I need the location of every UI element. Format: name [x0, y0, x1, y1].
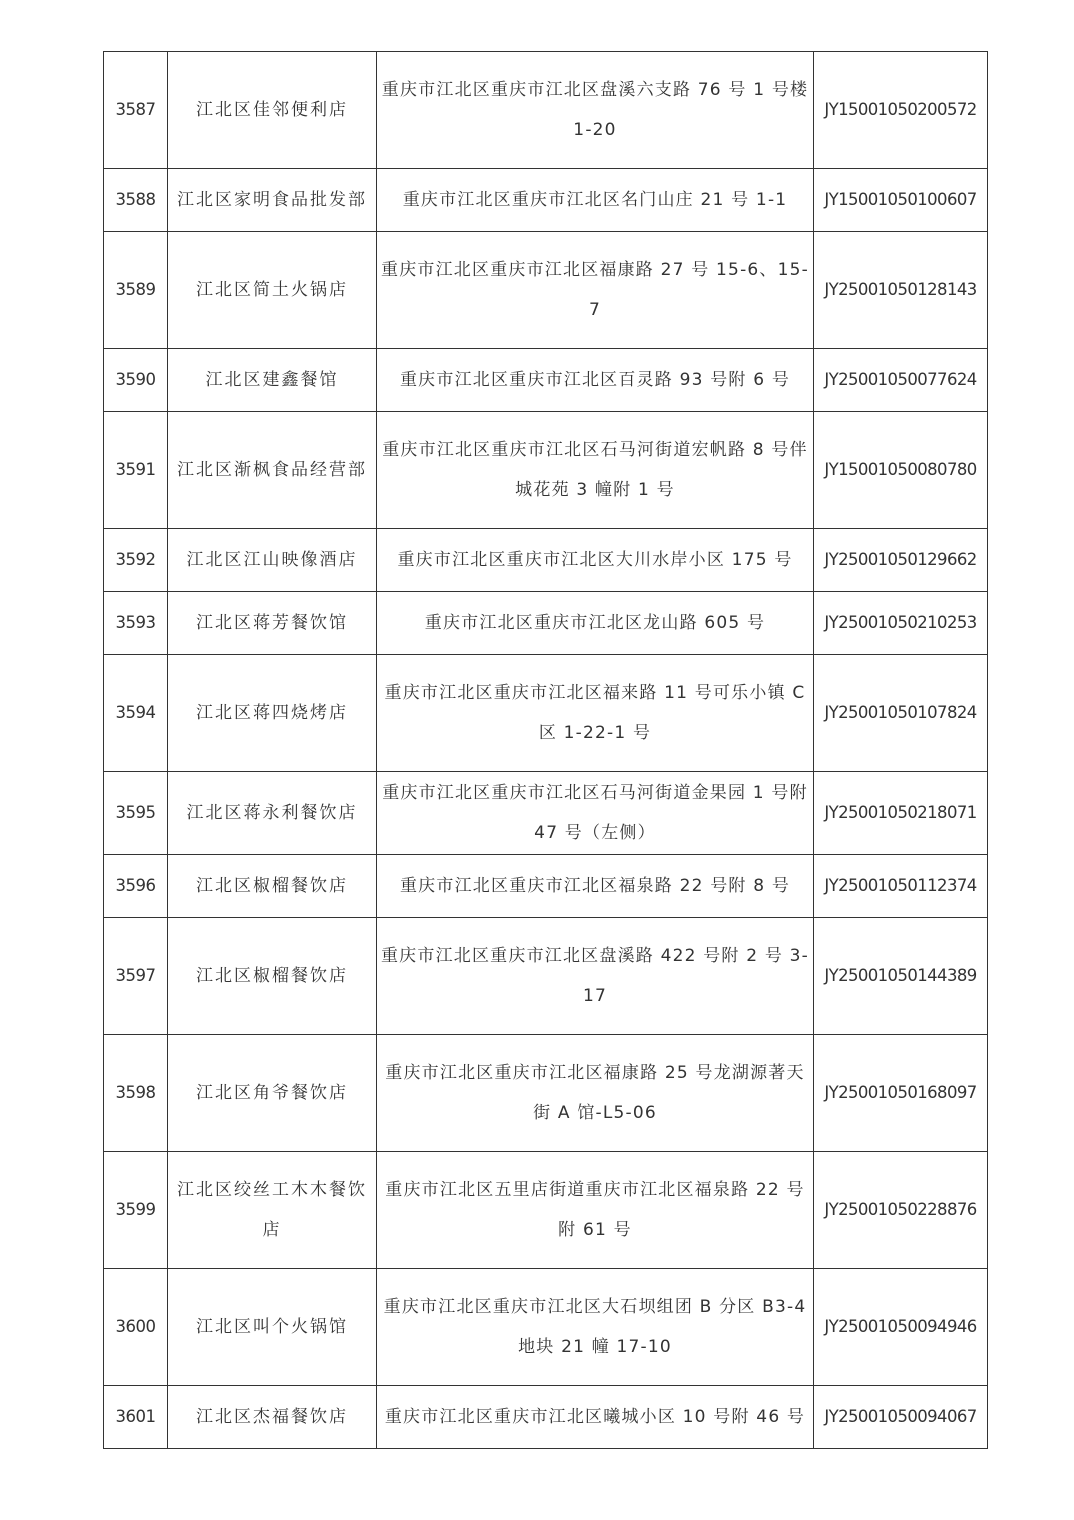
licence-number: JY15001050080780: [814, 412, 988, 529]
row-number: 3593: [104, 592, 168, 655]
table-row: [104, 52, 988, 169]
business-address: 重庆市江北区重庆市江北区石马河街道金果园 1 号附 47 号（左侧）: [377, 772, 814, 855]
business-name: 江北区角爷餐饮店: [168, 1035, 377, 1152]
table-row: [104, 855, 988, 918]
business-name: 江北区杰福餐饮店: [168, 1386, 377, 1449]
row-number: 3590: [104, 349, 168, 412]
business-address: 重庆市江北区重庆市江北区福来路 11 号可乐小镇 C 区 1-22-1 号: [377, 655, 814, 772]
business-name: 江北区渐枫食品经营部: [168, 412, 377, 529]
row-number: 3588: [104, 169, 168, 232]
licence-number: JY15001050200572: [814, 52, 988, 169]
row-number: 3587: [104, 52, 168, 169]
licence-number: JY25001050218071: [814, 772, 988, 855]
licence-number: JY25001050128143: [814, 232, 988, 349]
licence-number: JY15001050100607: [814, 169, 988, 232]
business-name: 江北区蒋四烧烤店: [168, 655, 377, 772]
table-row: [104, 1035, 988, 1152]
licence-number: JY25001050112374: [814, 855, 988, 918]
business-name: 江北区佳邻便利店: [168, 52, 377, 169]
business-address: 重庆市江北区重庆市江北区百灵路 93 号附 6 号: [377, 349, 814, 412]
licence-table: [103, 51, 988, 1449]
row-number: 3598: [104, 1035, 168, 1152]
row-number: 3589: [104, 232, 168, 349]
table-row: [104, 1269, 988, 1386]
licence-number: JY25001050077624: [814, 349, 988, 412]
table-row: [104, 349, 988, 412]
business-address: 重庆市江北区重庆市江北区盘溪路 422 号附 2 号 3-17: [377, 918, 814, 1035]
licence-number: JY25001050168097: [814, 1035, 988, 1152]
table-row: [104, 412, 988, 529]
table-row: [104, 772, 988, 855]
business-address: 重庆市江北区重庆市江北区曦城小区 10 号附 46 号: [377, 1386, 814, 1449]
row-number: 3591: [104, 412, 168, 529]
business-name: 江北区蒋永利餐饮店: [168, 772, 377, 855]
licence-number: JY25001050107824: [814, 655, 988, 772]
licence-number: JY25001050129662: [814, 529, 988, 592]
table-row: [104, 655, 988, 772]
business-address: 重庆市江北区重庆市江北区龙山路 605 号: [377, 592, 814, 655]
business-address: 重庆市江北区重庆市江北区大川水岸小区 175 号: [377, 529, 814, 592]
business-address: 重庆市江北区重庆市江北区盘溪六支路 76 号 1 号楼 1-20: [377, 52, 814, 169]
row-number: 3600: [104, 1269, 168, 1386]
licence-number: JY25001050144389: [814, 918, 988, 1035]
business-address: 重庆市江北区重庆市江北区福泉路 22 号附 8 号: [377, 855, 814, 918]
business-name: 江北区简土火锅店: [168, 232, 377, 349]
table-row: [104, 232, 988, 349]
table-row: [104, 529, 988, 592]
table-row: [104, 169, 988, 232]
table-row: [104, 592, 988, 655]
business-address: 重庆市江北区重庆市江北区福康路 25 号龙湖源著天街 A 馆-L5-06: [377, 1035, 814, 1152]
business-address: 重庆市江北区五里店街道重庆市江北区福泉路 22 号附 61 号: [377, 1152, 814, 1269]
business-name: 江北区家明食品批发部: [168, 169, 377, 232]
table-row: [104, 1386, 988, 1449]
row-number: 3594: [104, 655, 168, 772]
business-address: 重庆市江北区重庆市江北区大石坝组团 B 分区 B3-4 地块 21 幢 17-10: [377, 1269, 814, 1386]
licence-number: JY25001050094946: [814, 1269, 988, 1386]
row-number: 3597: [104, 918, 168, 1035]
business-name: 江北区叫个火锅馆: [168, 1269, 377, 1386]
licence-number: JY25001050228876: [814, 1152, 988, 1269]
business-name: 江北区蒋芳餐饮馆: [168, 592, 377, 655]
table-row: [104, 1152, 988, 1269]
licence-number: JY25001050094067: [814, 1386, 988, 1449]
business-name: 江北区椒榴餐饮店: [168, 855, 377, 918]
row-number: 3599: [104, 1152, 168, 1269]
row-number: 3596: [104, 855, 168, 918]
business-name: 江北区江山映像酒店: [168, 529, 377, 592]
licence-number: JY25001050210253: [814, 592, 988, 655]
row-number: 3592: [104, 529, 168, 592]
business-address: 重庆市江北区重庆市江北区福康路 27 号 15-6、15-7: [377, 232, 814, 349]
business-name: 江北区绞丝工木木餐饮店: [168, 1152, 377, 1269]
business-address: 重庆市江北区重庆市江北区石马河街道宏帆路 8 号伴城花苑 3 幢附 1 号: [377, 412, 814, 529]
row-number: 3595: [104, 772, 168, 855]
business-address: 重庆市江北区重庆市江北区名门山庄 21 号 1-1: [377, 169, 814, 232]
business-name: 江北区建鑫餐馆: [168, 349, 377, 412]
table-row: [104, 918, 988, 1035]
business-name: 江北区椒榴餐饮店: [168, 918, 377, 1035]
row-number: 3601: [104, 1386, 168, 1449]
